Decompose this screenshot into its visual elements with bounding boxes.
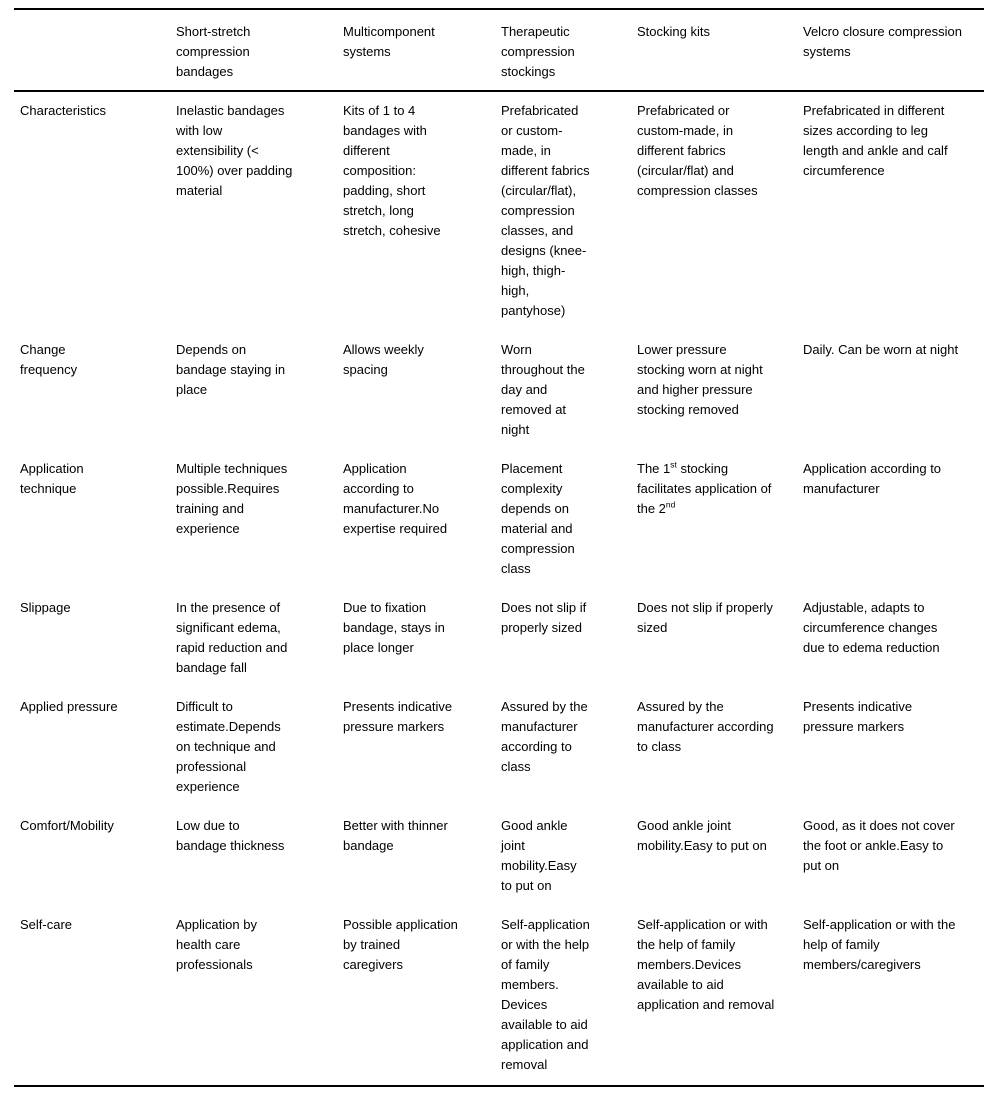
compression-methods-table: [14, 8, 984, 1087]
column-header-short-stretch: Short-stretch compression bandages: [176, 9, 343, 91]
table-cell: Lower pressure stocking worn at night and higher pressure stocking removed: [637, 342, 763, 417]
column-header-stocking-kits: Stocking kits: [637, 9, 803, 91]
table-cell: Self-application or with the help of family members.Devices available to aid application and removal: [637, 917, 775, 1012]
table-row-slippage: [14, 589, 984, 688]
table-cell: Presents indicative pressure markers: [343, 699, 453, 734]
table-cell: Presents indicative pressure markers: [803, 699, 913, 734]
table-cell: Prefabricated or custom-made, in different fabrics (circular/flat) and compression classes: [637, 103, 758, 198]
table-body: [14, 91, 984, 1086]
table-cell: Assured by the manufacturer according to class: [637, 699, 774, 754]
table-cell: Application by health care professionals: [176, 917, 257, 972]
table-cell: Inelastic bandages with low extensibility (< 100%) over padding material: [176, 103, 293, 198]
table-cell: Daily. Can be worn at night: [803, 342, 959, 357]
column-header-velcro: Velcro closure compression systems: [803, 9, 984, 91]
column-header-therapeutic-stockings: Therapeutic compression stockings: [501, 9, 637, 91]
row-label: Characteristics: [20, 103, 106, 118]
table-cell: Application according to manufacturer: [803, 461, 942, 496]
row-label: Comfort/Mobility: [20, 818, 114, 833]
table-cell: Adjustable, adapts to circumference changes due to edema reduction: [803, 600, 940, 655]
row-label: Applied pressure: [20, 699, 118, 714]
table-row-comfort-mobility: [14, 807, 984, 906]
row-label: Change frequency: [20, 342, 78, 377]
table-row-self-care: [14, 906, 984, 1086]
table-cell: Self-application or with the help of family members/caregivers: [803, 917, 956, 972]
table-cell: Prefabricated or custom-made, in different fabrics (circular/flat), compression classes, and designs (knee-high, thigh-high, pantyhose): [501, 103, 590, 318]
table-cell: Application according to manufacturer.No expertise required: [343, 461, 448, 536]
ordinal-superscript: nd: [665, 499, 676, 510]
table-cell: Due to fixation bandage, stays in place longer: [343, 600, 445, 655]
table-row-change-frequency: [14, 331, 984, 450]
table-cell: Kits of 1 to 4 bandages with different composition: padding, short stretch, long stretch, cohesive: [343, 103, 441, 238]
table-cell: Allows weekly spacing: [343, 342, 424, 377]
table-cell: Prefabricated in different sizes according to leg length and ankle and calf circumference: [803, 103, 948, 178]
cell-text: The 1: [637, 461, 671, 476]
column-header-multicomponent: Multicomponent systems: [343, 9, 501, 91]
table-cell: Possible application by trained caregivers: [343, 917, 458, 972]
table-row-applied-pressure: [14, 688, 984, 807]
table-row-application-technique: [14, 450, 984, 589]
table-cell: Good, as it does not cover the foot or ankle.Easy to put on: [803, 818, 955, 873]
table-cell: Good ankle joint mobility.Easy to put on: [637, 818, 767, 853]
column-header-empty: [14, 9, 176, 91]
row-label: Self-care: [20, 917, 73, 932]
table-cell: Depends on bandage staying in place: [176, 342, 286, 397]
table-cell: Multiple techniques possible.Requires training and experience: [176, 461, 288, 536]
table-header: [14, 9, 984, 91]
row-label: Slippage: [20, 600, 71, 615]
table-cell: Does not slip if properly sized: [501, 600, 587, 635]
table-cell: Good ankle joint mobility.Easy to put on: [501, 818, 577, 893]
row-label: Application technique: [20, 461, 84, 496]
table-cell: Difficult to estimate.Depends on technique and professional experience: [176, 699, 281, 794]
header-row: [14, 9, 984, 91]
table-cell: Worn throughout the day and removed at night: [501, 342, 585, 437]
table-row-characteristics: [14, 91, 984, 331]
table-cell: Self-application or with the help of family members. Devices available to aid application and removal: [501, 917, 590, 1072]
table-cell: Assured by the manufacturer according to class: [501, 699, 588, 774]
table-cell: [637, 450, 803, 589]
cell-text: stocking facilitates application of the 2: [637, 461, 772, 516]
table-cell: Low due to bandage thickness: [176, 818, 285, 853]
ordinal-superscript: st: [670, 459, 677, 470]
table-cell: Better with thinner bandage: [343, 818, 448, 853]
table-cell: Does not slip if properly sized: [637, 600, 773, 635]
table-cell: Placement complexity depends on material and compression class: [501, 461, 575, 576]
table-cell: In the presence of significant edema, rapid reduction and bandage fall: [176, 600, 288, 675]
